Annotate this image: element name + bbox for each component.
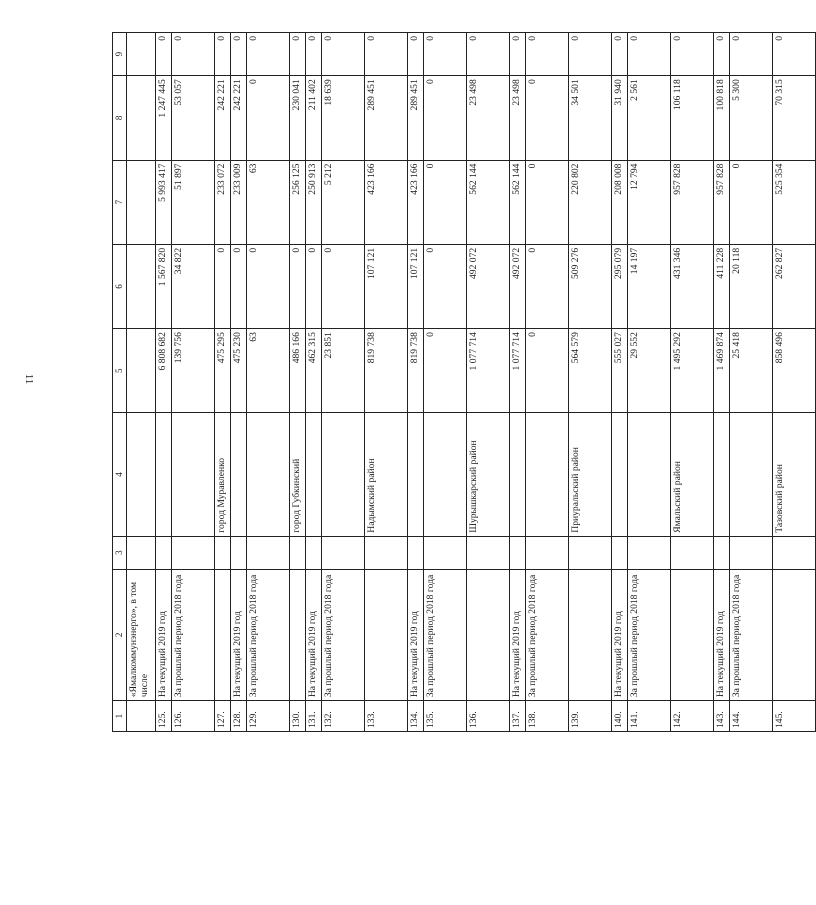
table-cell-col9: 0 <box>526 33 569 76</box>
table-cell-col7: 525 354 <box>773 160 816 244</box>
table-row <box>127 33 156 732</box>
table-cell-col8: 230 041 <box>290 76 306 160</box>
header-cell: 1 <box>113 701 127 732</box>
table-cell-col1: 134. <box>408 701 424 732</box>
table-cell-col4: Приуральский район <box>569 413 612 536</box>
table-row <box>773 33 816 732</box>
table-cell-col7 <box>127 160 156 244</box>
table-cell-col4 <box>322 413 365 536</box>
table-cell-col6: 411 228 <box>714 244 730 328</box>
table-row <box>215 33 231 732</box>
table-cell-col5: 1 077 714 <box>510 329 526 413</box>
table-cell-col5: 475 230 <box>231 329 247 413</box>
table-row <box>467 33 510 732</box>
table-cell-col6 <box>127 244 156 328</box>
table-cell-col9: 0 <box>510 33 526 76</box>
table-cell-col7: 957 828 <box>714 160 730 244</box>
table-cell-col3 <box>290 536 306 569</box>
table-cell-col2 <box>467 569 510 701</box>
table-cell-col4: Ямальский район <box>671 413 714 536</box>
table-cell-col7: 12 794 <box>628 160 671 244</box>
table-cell-col8: 242 221 <box>215 76 231 160</box>
table-row <box>172 33 215 732</box>
table-cell-col1: 127. <box>215 701 231 732</box>
table-cell-col7: 562 144 <box>510 160 526 244</box>
table-cell-col6: 34 822 <box>172 244 215 328</box>
table-cell-col1: 137. <box>510 701 526 732</box>
table-cell-col2: За прошлый период 2018 года <box>424 569 467 701</box>
header-cell: 9 <box>113 33 127 76</box>
rotated-table-wrapper <box>112 32 785 732</box>
table-header-row <box>113 33 127 732</box>
table-cell-col3 <box>215 536 231 569</box>
table-cell-col2: За прошлый период 2018 года <box>172 569 215 701</box>
header-cell: 8 <box>113 76 127 160</box>
table-cell-col8: 2 561 <box>628 76 671 160</box>
table-cell-col8: 23 498 <box>510 76 526 160</box>
table-cell-col3 <box>467 536 510 569</box>
table-row <box>510 33 526 732</box>
table-cell-col8: 53 057 <box>172 76 215 160</box>
table-cell-col3 <box>671 536 714 569</box>
table-cell-col3 <box>773 536 816 569</box>
table-cell-col1: 130. <box>290 701 306 732</box>
table-row <box>156 33 172 732</box>
table-cell-col8: 23 498 <box>467 76 510 160</box>
table-cell-col6: 431 346 <box>671 244 714 328</box>
table-cell-col1: 142. <box>671 701 714 732</box>
table-row <box>569 33 612 732</box>
table-cell-col2: За прошлый период 2018 года <box>247 569 290 701</box>
table-row <box>628 33 671 732</box>
table-cell-col4 <box>526 413 569 536</box>
table-cell-col2 <box>569 569 612 701</box>
table-cell-col6: 1 567 820 <box>156 244 172 328</box>
table-cell-col1: 143. <box>714 701 730 732</box>
table-cell-col4 <box>247 413 290 536</box>
table-cell-col2: На текущий 2019 год <box>714 569 730 701</box>
table-cell-col5: 564 579 <box>569 329 612 413</box>
table-cell-col5: 23 851 <box>322 329 365 413</box>
table-cell-col5: 819 738 <box>408 329 424 413</box>
header-cell: 5 <box>113 329 127 413</box>
table-cell-col2: За прошлый период 2018 года <box>628 569 671 701</box>
table-cell-col5 <box>127 329 156 413</box>
table-cell-col7: 957 828 <box>671 160 714 244</box>
table-row <box>526 33 569 732</box>
table-cell-col1: 135. <box>424 701 467 732</box>
table-cell-col3 <box>408 536 424 569</box>
table-cell-col9: 0 <box>231 33 247 76</box>
table-cell-col5: 29 552 <box>628 329 671 413</box>
table-cell-col4 <box>730 413 773 536</box>
table-cell-col9: 0 <box>215 33 231 76</box>
table-cell-col1: 128. <box>231 701 247 732</box>
table-cell-col8: 0 <box>526 76 569 160</box>
table-cell-col3 <box>231 536 247 569</box>
table-cell-col8: 0 <box>424 76 467 160</box>
table-cell-col3 <box>612 536 628 569</box>
table-cell-col8: 31 940 <box>612 76 628 160</box>
table-cell-col1: 138. <box>526 701 569 732</box>
table-cell-col6: 0 <box>215 244 231 328</box>
table-cell-col4 <box>156 413 172 536</box>
table-cell-col6: 0 <box>526 244 569 328</box>
table-cell-col3 <box>365 536 408 569</box>
table-cell-col4: город Муравленко <box>215 413 231 536</box>
table-cell-col6: 509 276 <box>569 244 612 328</box>
table-cell-col4 <box>172 413 215 536</box>
table-cell-col9: 0 <box>730 33 773 76</box>
table-cell-col8: 34 501 <box>569 76 612 160</box>
table-cell-col1 <box>127 701 156 732</box>
data-table <box>112 32 816 732</box>
table-cell-col4 <box>306 413 322 536</box>
table-cell-col4: город Губкинский <box>290 413 306 536</box>
table-cell-col5: 6 808 682 <box>156 329 172 413</box>
table-cell-col6: 295 079 <box>612 244 628 328</box>
table-row <box>365 33 408 732</box>
table-cell-col6: 492 072 <box>510 244 526 328</box>
table-cell-col4: Тазовский район <box>773 413 816 536</box>
header-cell: 2 <box>113 569 127 701</box>
table-cell-col3 <box>172 536 215 569</box>
table-cell-col2 <box>215 569 231 701</box>
table-cell-col4: Шурышкарский район <box>467 413 510 536</box>
table-row <box>247 33 290 732</box>
table-cell-col4 <box>231 413 247 536</box>
table-cell-col3 <box>628 536 671 569</box>
table-cell-col9: 0 <box>628 33 671 76</box>
table-cell-col5: 63 <box>247 329 290 413</box>
table-cell-col7: 220 802 <box>569 160 612 244</box>
table-cell-col1: 132. <box>322 701 365 732</box>
table-cell-col7: 5 212 <box>322 160 365 244</box>
table-cell-col4: Надымский район <box>365 413 408 536</box>
table-cell-col7: 423 166 <box>365 160 408 244</box>
table-cell-col8: 0 <box>247 76 290 160</box>
table-cell-col6: 107 121 <box>365 244 408 328</box>
table-cell-col8: 70 315 <box>773 76 816 160</box>
table-cell-col5: 0 <box>424 329 467 413</box>
table-cell-col5: 462 315 <box>306 329 322 413</box>
page-number: 11 <box>23 373 35 385</box>
table-cell-col8: 18 639 <box>322 76 365 160</box>
table-cell-col9: 0 <box>322 33 365 76</box>
table-cell-col5: 139 756 <box>172 329 215 413</box>
table-cell-col5: 25 418 <box>730 329 773 413</box>
table-cell-col2: На текущий 2019 год <box>612 569 628 701</box>
table-cell-col2: За прошлый период 2018 года <box>322 569 365 701</box>
table-cell-col6: 0 <box>290 244 306 328</box>
table-row <box>730 33 773 732</box>
table-cell-col3 <box>714 536 730 569</box>
table-row <box>290 33 306 732</box>
table-row <box>322 33 365 732</box>
table-cell-col5: 1 469 874 <box>714 329 730 413</box>
table-cell-col1: 141. <box>628 701 671 732</box>
table-cell-col3 <box>247 536 290 569</box>
table-cell-col6: 20 118 <box>730 244 773 328</box>
table-cell-col3 <box>526 536 569 569</box>
table-cell-col5: 0 <box>526 329 569 413</box>
table-cell-col1: 131. <box>306 701 322 732</box>
table-cell-col9 <box>127 33 156 76</box>
header-cell: 4 <box>113 413 127 536</box>
table-row <box>231 33 247 732</box>
table-cell-col2: На текущий 2019 год <box>510 569 526 701</box>
table-row <box>408 33 424 732</box>
table-cell-col2: На текущий 2019 год <box>408 569 424 701</box>
table-cell-col8: 106 118 <box>671 76 714 160</box>
table-cell-col8: 5 300 <box>730 76 773 160</box>
table-cell-col4 <box>127 413 156 536</box>
table-cell-col9: 0 <box>424 33 467 76</box>
table-cell-col7: 0 <box>730 160 773 244</box>
table-cell-col7: 0 <box>424 160 467 244</box>
table-cell-col7: 51 897 <box>172 160 215 244</box>
table-cell-col1: 126. <box>172 701 215 732</box>
table-cell-col5: 1 077 714 <box>467 329 510 413</box>
table-cell-col9: 0 <box>714 33 730 76</box>
table-cell-col9: 0 <box>467 33 510 76</box>
table-cell-col2: За прошлый период 2018 года <box>730 569 773 701</box>
table-cell-col4 <box>510 413 526 536</box>
table-cell-col6: 262 827 <box>773 244 816 328</box>
table-cell-col7: 208 008 <box>612 160 628 244</box>
table-cell-col9: 0 <box>247 33 290 76</box>
table-cell-col7: 233 009 <box>231 160 247 244</box>
table-cell-col4 <box>424 413 467 536</box>
table-cell-col2: На текущий 2019 год <box>306 569 322 701</box>
table-cell-col9: 0 <box>569 33 612 76</box>
table-cell-col7: 5 993 417 <box>156 160 172 244</box>
table-cell-col4 <box>612 413 628 536</box>
table-cell-col5: 475 295 <box>215 329 231 413</box>
table-cell-col7: 256 125 <box>290 160 306 244</box>
table-cell-col5: 1 495 292 <box>671 329 714 413</box>
table-row <box>612 33 628 732</box>
table-cell-col8: 100 818 <box>714 76 730 160</box>
table-cell-col4 <box>714 413 730 536</box>
table-cell-col6: 0 <box>306 244 322 328</box>
table-cell-col3 <box>510 536 526 569</box>
table-cell-col1: 129. <box>247 701 290 732</box>
table-body <box>113 33 816 732</box>
header-cell: 3 <box>113 536 127 569</box>
table-cell-col9: 0 <box>365 33 408 76</box>
table-cell-col7: 63 <box>247 160 290 244</box>
table-cell-col3 <box>322 536 365 569</box>
table-row <box>714 33 730 732</box>
table-cell-col9: 0 <box>172 33 215 76</box>
table-cell-col7: 562 144 <box>467 160 510 244</box>
table-cell-col2 <box>290 569 306 701</box>
table-cell-col9: 0 <box>290 33 306 76</box>
table-cell-col6: 0 <box>322 244 365 328</box>
table-cell-col1: 140. <box>612 701 628 732</box>
table-cell-col3 <box>569 536 612 569</box>
table-cell-col8 <box>127 76 156 160</box>
table-cell-col8: 211 402 <box>306 76 322 160</box>
table-cell-col5: 486 166 <box>290 329 306 413</box>
table-cell-col7: 423 166 <box>408 160 424 244</box>
table-cell-col6: 14 197 <box>628 244 671 328</box>
table-row <box>306 33 322 732</box>
table-cell-col1: 139. <box>569 701 612 732</box>
table-cell-col3 <box>156 536 172 569</box>
table-cell-col6: 0 <box>424 244 467 328</box>
table-cell-col8: 242 221 <box>231 76 247 160</box>
table-row <box>671 33 714 732</box>
table-cell-col7: 250 913 <box>306 160 322 244</box>
table-cell-col6: 492 072 <box>467 244 510 328</box>
table-cell-col6: 107 121 <box>408 244 424 328</box>
table-cell-col9: 0 <box>156 33 172 76</box>
table-cell-col8: 1 247 445 <box>156 76 172 160</box>
table-row <box>424 33 467 732</box>
table-cell-col3 <box>424 536 467 569</box>
table-cell-col2 <box>365 569 408 701</box>
table-cell-col4 <box>628 413 671 536</box>
table-cell-col3 <box>306 536 322 569</box>
table-cell-col8: 289 451 <box>365 76 408 160</box>
table-cell-col1: 145. <box>773 701 816 732</box>
table-cell-col3 <box>730 536 773 569</box>
table-cell-col9: 0 <box>773 33 816 76</box>
table-cell-col9: 0 <box>306 33 322 76</box>
table-cell-col7: 0 <box>526 160 569 244</box>
table-cell-col2: На текущий 2019 год <box>156 569 172 701</box>
table-cell-col2: За прошлый период 2018 года <box>526 569 569 701</box>
table-cell-col6: 0 <box>231 244 247 328</box>
table-cell-col2 <box>773 569 816 701</box>
table-cell-col1: 144. <box>730 701 773 732</box>
table-cell-col1: 136. <box>467 701 510 732</box>
table-cell-col4 <box>408 413 424 536</box>
table-cell-col2: На текущий 2019 год <box>231 569 247 701</box>
table-cell-col3 <box>127 536 156 569</box>
table-cell-col1: 133. <box>365 701 408 732</box>
table-cell-col9: 0 <box>612 33 628 76</box>
table-cell-col5: 858 496 <box>773 329 816 413</box>
table-cell-col8: 289 451 <box>408 76 424 160</box>
table-cell-col6: 0 <box>247 244 290 328</box>
table-cell-col9: 0 <box>671 33 714 76</box>
table-cell-col7: 233 072 <box>215 160 231 244</box>
table-cell-col9: 0 <box>408 33 424 76</box>
table-cell-col5: 555 027 <box>612 329 628 413</box>
header-cell: 7 <box>113 160 127 244</box>
table-cell-col5: 819 738 <box>365 329 408 413</box>
table-cell-col2: «Ямалкоммунэнерго», в том числе <box>127 569 156 701</box>
table-cell-col1: 125. <box>156 701 172 732</box>
header-cell: 6 <box>113 244 127 328</box>
table-cell-col2 <box>671 569 714 701</box>
